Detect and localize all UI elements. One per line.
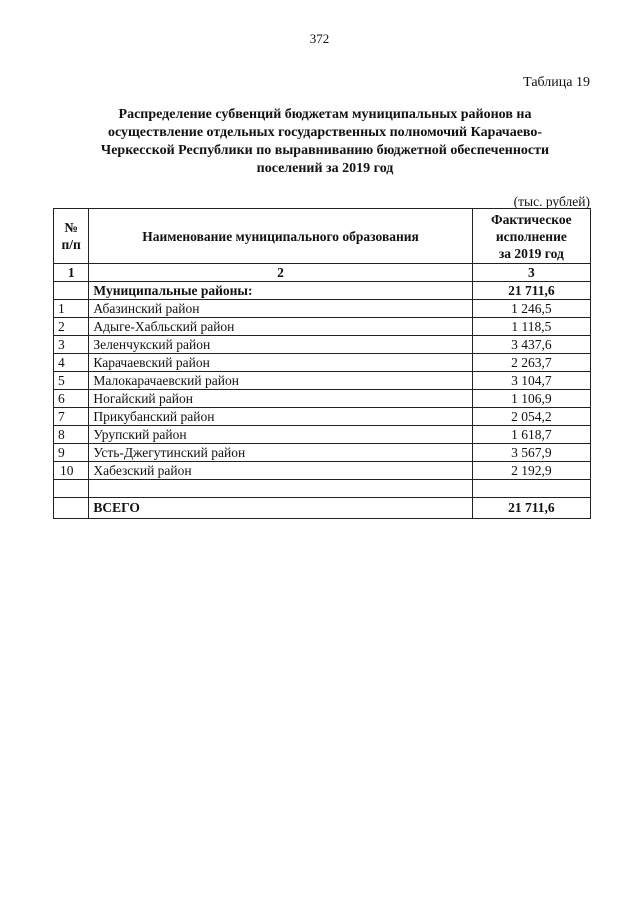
row-value: 2 192,9 bbox=[472, 462, 590, 480]
table-row bbox=[54, 462, 591, 480]
row-number: 8 bbox=[54, 426, 89, 444]
row-value: 1 246,5 bbox=[472, 300, 590, 318]
section-row bbox=[54, 282, 591, 300]
title-line: поселений за 2019 год bbox=[256, 161, 394, 176]
title-line: Черкесской Республики по выравниванию бюджетной обеспеченности bbox=[100, 143, 550, 158]
row-name: Адыге-Хабльский район bbox=[89, 318, 472, 336]
row-value: 2 263,7 bbox=[472, 354, 590, 372]
table-row bbox=[54, 318, 591, 336]
title-line: осуществление отдельных государственных полномочий Карачаево- bbox=[107, 125, 543, 140]
row-number: 6 bbox=[54, 390, 89, 408]
total-row bbox=[54, 498, 591, 519]
total-value: 21 711,6 bbox=[472, 498, 590, 519]
row-name: Малокарачаевский район bbox=[89, 372, 472, 390]
row-value: 2 054,2 bbox=[472, 408, 590, 426]
header-value-line: за 2019 год bbox=[498, 245, 564, 261]
column-number-row bbox=[54, 264, 591, 282]
row-number: 4 bbox=[54, 354, 89, 372]
row-number: 9 bbox=[54, 444, 89, 462]
section-value: 21 711,6 bbox=[472, 282, 590, 300]
total-number bbox=[54, 498, 89, 519]
header-name: Наименование муниципального образования bbox=[89, 209, 472, 264]
table-row bbox=[54, 426, 591, 444]
table-row bbox=[54, 408, 591, 426]
row-number: 1 bbox=[54, 300, 89, 318]
row-name: Хабезский район bbox=[89, 462, 472, 480]
row-value: 1 618,7 bbox=[472, 426, 590, 444]
row-name: Ногайский район bbox=[89, 390, 472, 408]
table-label: Таблица 19 bbox=[523, 75, 590, 90]
row-name: Усть-Джегутинский район bbox=[89, 444, 472, 462]
section-number bbox=[54, 282, 89, 300]
column-number: 2 bbox=[89, 264, 472, 282]
row-name: Урупский район bbox=[89, 426, 472, 444]
empty-cell bbox=[472, 480, 590, 498]
header-value bbox=[472, 209, 590, 264]
empty-cell bbox=[54, 480, 89, 498]
total-label: ВСЕГО bbox=[89, 498, 472, 519]
table-row bbox=[54, 354, 591, 372]
table-row bbox=[54, 336, 591, 354]
header-row bbox=[54, 209, 591, 264]
row-name: Карачаевский район bbox=[89, 354, 472, 372]
row-number: 2 bbox=[54, 318, 89, 336]
row-value: 1 118,5 bbox=[472, 318, 590, 336]
table-row bbox=[54, 390, 591, 408]
row-name: Абазинский район bbox=[89, 300, 472, 318]
row-number: 5 bbox=[54, 372, 89, 390]
row-value: 1 106,9 bbox=[472, 390, 590, 408]
header-value-line: исполнение bbox=[495, 228, 567, 244]
row-name: Прикубанский район bbox=[89, 408, 472, 426]
column-number: 1 bbox=[54, 264, 89, 282]
page-number: 372 bbox=[309, 31, 330, 46]
row-value: 3 104,7 bbox=[472, 372, 590, 390]
row-number: 7 bbox=[54, 408, 89, 426]
table-row bbox=[54, 300, 591, 318]
table-row bbox=[54, 444, 591, 462]
section-label: Муниципальные районы: bbox=[89, 282, 472, 300]
table-row bbox=[54, 372, 591, 390]
row-number: 10 bbox=[54, 462, 89, 480]
header-number-line: № bbox=[64, 220, 78, 235]
row-number: 3 bbox=[54, 336, 89, 354]
row-value: 3 437,6 bbox=[472, 336, 590, 354]
header-number bbox=[54, 209, 89, 264]
document-title bbox=[60, 106, 590, 178]
column-number: 3 bbox=[472, 264, 590, 282]
row-value: 3 567,9 bbox=[472, 444, 590, 462]
header-value-line: Фактическое bbox=[491, 211, 572, 227]
header-number-line: п/п bbox=[61, 237, 81, 252]
row-name: Зеленчукский район bbox=[89, 336, 472, 354]
units-label: (тыс. рублей) bbox=[513, 194, 590, 209]
empty-row bbox=[54, 480, 591, 498]
distribution-table bbox=[53, 208, 591, 519]
empty-cell bbox=[89, 480, 472, 498]
title-line: Распределение субвенций бюджетам муниципальных районов на bbox=[118, 107, 532, 122]
